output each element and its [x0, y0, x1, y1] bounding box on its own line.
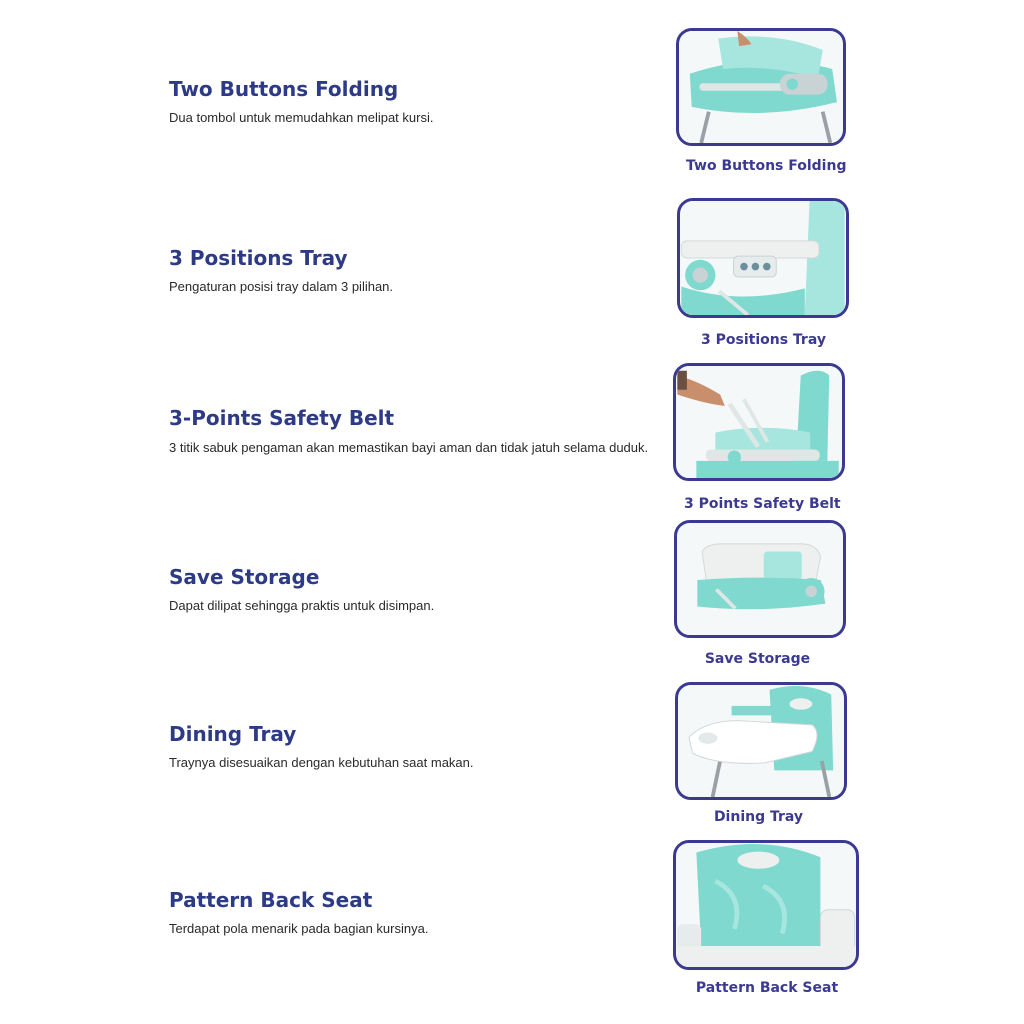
folded-chair-image [674, 520, 846, 638]
dining-tray-icon [678, 685, 844, 797]
feature-desc-two-buttons-folding: Dua tombol untuk memudahkan melipat kursi. [169, 110, 434, 125]
feature-title-pattern-back-seat: Pattern Back Seat [169, 888, 373, 912]
feature-title-save-storage: Save Storage [169, 565, 320, 589]
feature-title-dining-tray: Dining Tray [169, 722, 297, 746]
feature-title-two-buttons-folding: Two Buttons Folding [169, 77, 399, 101]
feature-desc-3-points-safety-belt: 3 titik sabuk pengaman akan memastikan bayi aman dan tidak jatuh selama duduk. [169, 440, 649, 455]
safety-belt-icon [676, 366, 842, 478]
back-seat-image [673, 840, 859, 970]
tray-positions-icon [680, 201, 846, 315]
back-seat-icon [676, 843, 856, 967]
caption-save-storage: Save Storage [704, 651, 811, 667]
feature-desc-pattern-back-seat: Terdapat pola menarik pada bagian kursinya. [169, 921, 429, 936]
caption-3-points-safety-belt: 3 Points Safety Belt [684, 496, 841, 512]
feature-title-3-points-safety-belt: 3-Points Safety Belt [169, 406, 395, 430]
dining-tray-image [675, 682, 847, 800]
feature-desc-dining-tray: Traynya disesuaikan dengan kebutuhan saat makan. [169, 755, 474, 770]
caption-pattern-back-seat: Pattern Back Seat [695, 980, 839, 996]
folded-chair-icon [677, 523, 843, 635]
caption-3-positions-tray: 3 Positions Tray [701, 332, 826, 348]
folding-chair-image [676, 28, 846, 146]
caption-two-buttons-folding: Two Buttons Folding [686, 158, 847, 174]
caption-dining-tray: Dining Tray [713, 809, 804, 825]
safety-belt-image [673, 363, 845, 481]
feature-desc-3-positions-tray: Pengaturan posisi tray dalam 3 pilihan. [169, 279, 394, 294]
feature-title-3-positions-tray: 3 Positions Tray [169, 246, 348, 270]
tray-positions-image [677, 198, 849, 318]
feature-desc-save-storage: Dapat dilipat sehingga praktis untuk disimpan. [169, 598, 435, 613]
folding-chair-icon [679, 31, 843, 143]
